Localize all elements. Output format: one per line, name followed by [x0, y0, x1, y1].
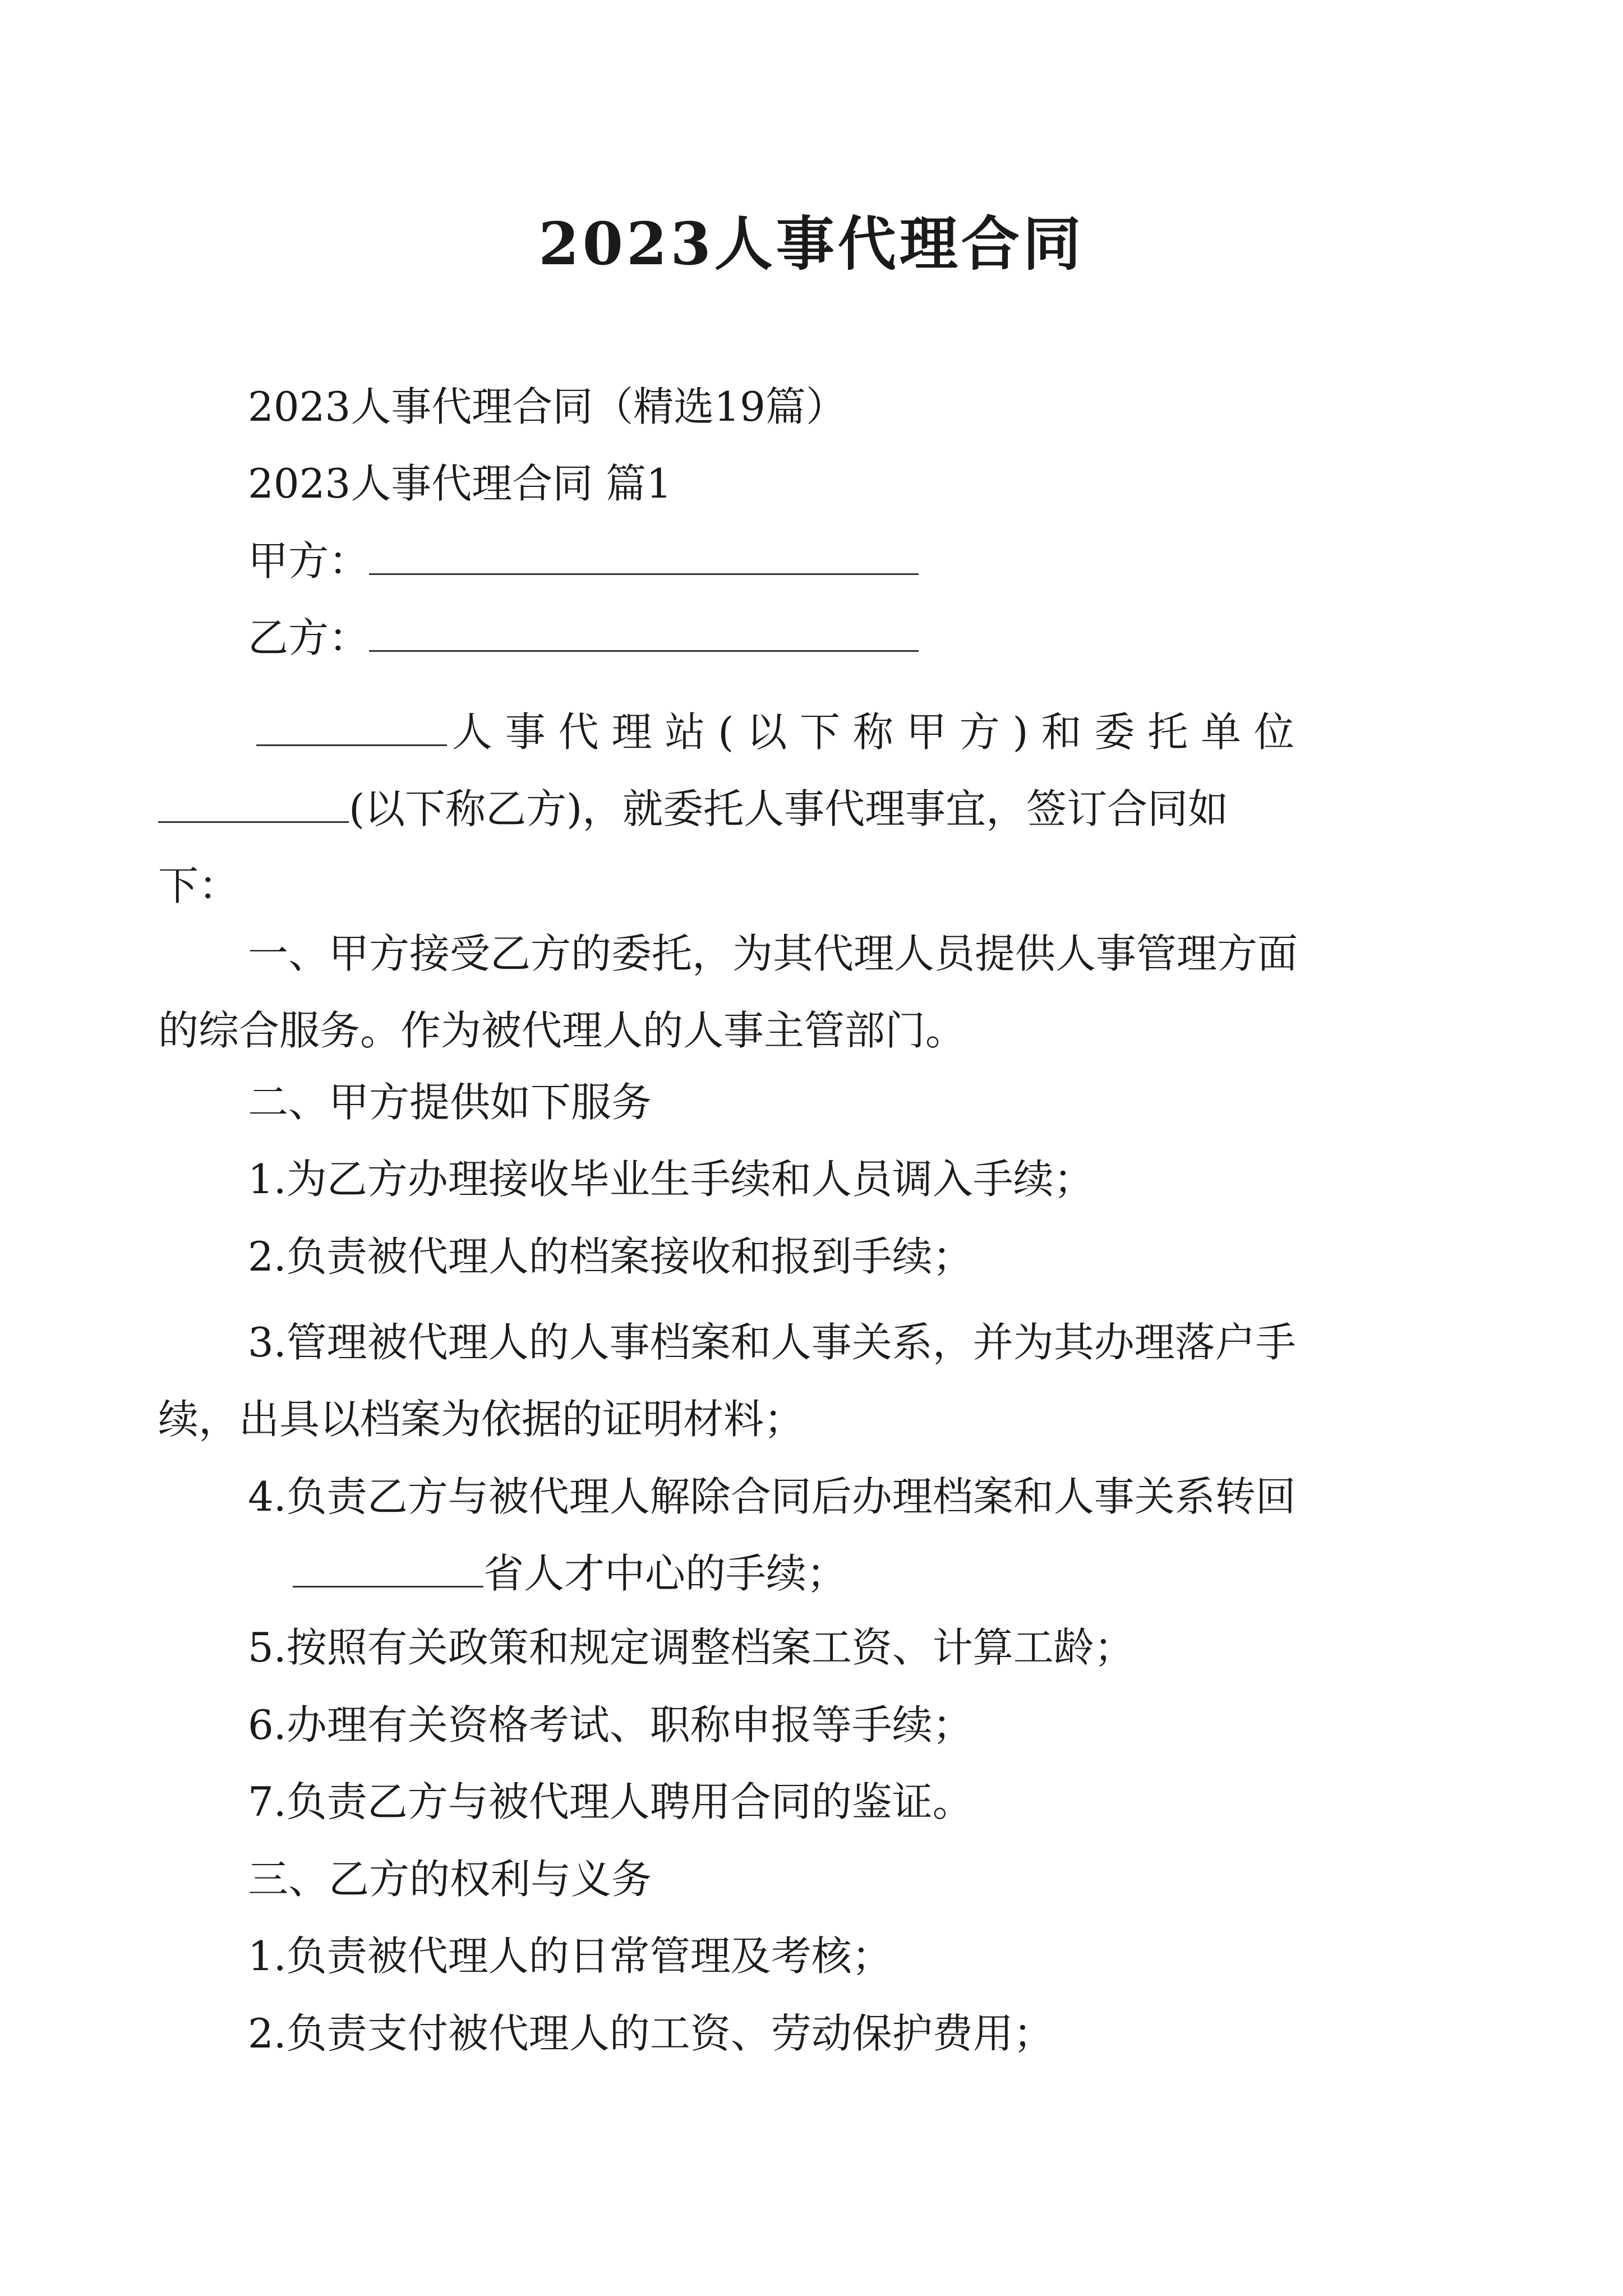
clause-2-item-4: [158, 1458, 1302, 1612]
clause-2-item-4-text: 4.负责乙方与被代理人解除合同后办理档案和人事关系转回: [248, 1473, 1296, 1520]
document-title: 2023人事代理合同: [538, 209, 1085, 278]
clause-3-item-1: 1.负责被代理人的日常管理及考核；: [248, 1932, 892, 1980]
intro-part-1: 人事代理站(以下称甲方)和委托单位: [447, 708, 1302, 756]
clause-2-item-6: 6.办理有关资格考试、职称申报等手续；: [248, 1701, 973, 1749]
intro-paragraph: [158, 694, 1302, 924]
clause-2-item-3: 3.管理被代理人的人事档案和人事关系，并为其办理落户手续，出具以档案为依据的证明材料；: [158, 1319, 1296, 1443]
clause-2-item-4-tail: 省人才中心的手续；: [483, 1550, 847, 1597]
party-a-blank: [369, 537, 919, 575]
clause-2-item-2: 2.负责被代理人的档案接收和报到手续；: [248, 1233, 973, 1280]
clause-2-item-5: 5.按照有关政策和规定调整档案工资、计算工龄；: [248, 1624, 1135, 1671]
clause-3-item-2: 2.负责支付被代理人的工资、劳动保护费用；: [248, 2010, 1054, 2057]
section-title: 2023人事代理合同 篇1: [248, 460, 672, 507]
party-b-line: [248, 607, 919, 669]
clause-2-item-1: 1.为乙方办理接收毕业生手续和人员调入手续；: [248, 1156, 1094, 1203]
clause-3-heading: 三、乙方的权利与义务: [248, 1856, 652, 1903]
party-a-line: [248, 530, 919, 592]
client-blank: [158, 785, 349, 823]
clause-1: 一、甲方接受乙方的委托，为其代理人员提供人事管理方面的综合服务。作为被代理人的人事主管部门。: [158, 930, 1298, 1054]
province-blank: [293, 1550, 483, 1588]
clause-2-item-7: 7.负责乙方与被代理人聘用合同的鉴证。: [248, 1778, 973, 1825]
intro-part-2: (以下称乙方)，就委托人事代理事宜，签订合同如下：: [158, 785, 1229, 909]
clause-2-heading: 二、甲方提供如下服务: [248, 1079, 652, 1126]
party-a-label: 甲方：: [248, 537, 370, 585]
party-b-blank: [369, 614, 919, 652]
subtitle: 2023人事代理合同（精选19篇）: [248, 383, 846, 430]
station-blank: [256, 708, 447, 746]
party-b-label: 乙方：: [248, 614, 370, 661]
